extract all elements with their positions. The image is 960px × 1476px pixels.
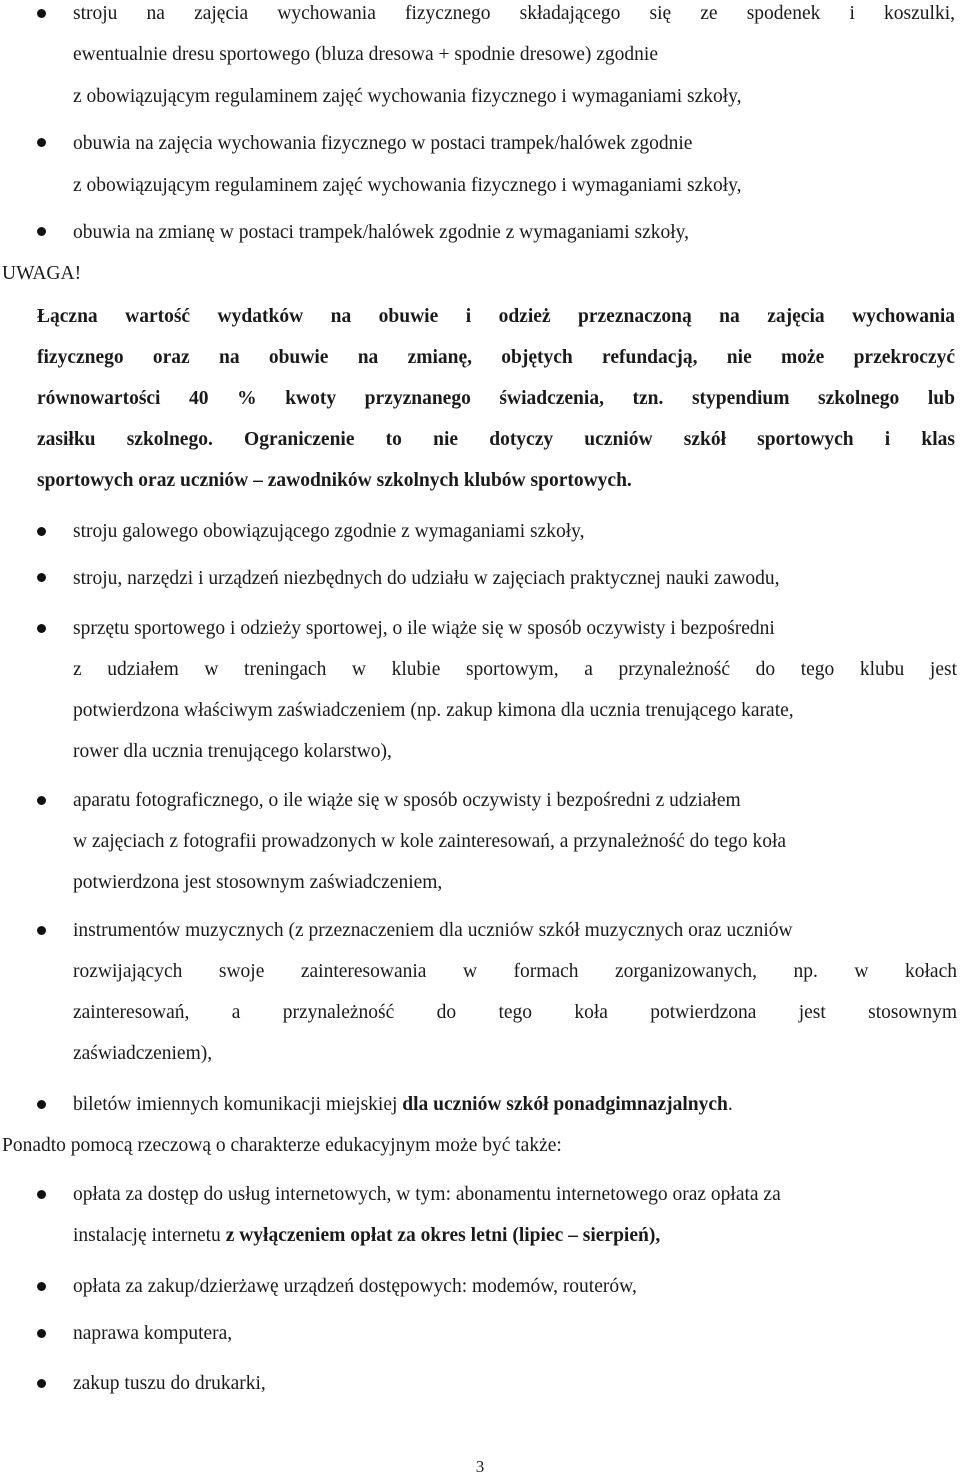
bullet-icon — [37, 1379, 46, 1388]
text-normal: biletów imiennych komunikacji miejskiej — [73, 1094, 403, 1115]
text-end: . — [727, 1094, 733, 1115]
text-line: z obowiązującym regulaminem zajęć wychowania fizycznego i wymaganiami szkoły, — [73, 175, 742, 196]
bullet-icon — [37, 796, 46, 805]
text-bold: dla uczniów szkół ponadgimnazjalnych — [402, 1094, 728, 1115]
text-line — [73, 1226, 660, 1246]
text-line: zaświadczeniem), — [73, 1043, 213, 1064]
text-line: stroju galowego obowiązującego zgodnie z wymaganiami szkoły, — [73, 521, 585, 542]
text-line: potwierdzona właściwym zaświadczeniem (np. zakup kimona dla ucznia trenującego karate, — [73, 700, 794, 721]
text-line: potwierdzona jest stosownym zaświadczeniem, — [73, 872, 443, 893]
warning-text-line: zasiłku szkolnego. Ograniczenie to nie dotyczy uczniów szkół sportowych i klas — [37, 429, 955, 450]
text-line: obuwia na zajęcia wychowania fizycznego w postaci trampek/halówek zgodnie — [73, 133, 693, 154]
warning-text-line: Łączna wartość wydatków na obuwie i odzież przeznaczoną na zajęcia wychowania — [37, 306, 955, 327]
warning-heading: UWAGA! — [2, 263, 82, 284]
text-bold: z wyłączeniem opłat za okres letni (lipiec – sierpień), — [225, 1225, 661, 1246]
bullet-icon — [37, 1329, 46, 1338]
text-line: stroju na zajęcia wychowania fizycznego składającego się ze spodenek i koszulki, — [73, 3, 955, 24]
text-line: z obowiązującym regulaminem zajęć wychowania fizycznego i wymaganiami szkoły, — [73, 86, 742, 107]
text-line: naprawa komputera, — [73, 1323, 233, 1344]
text-line: w zajęciach z fotografii prowadzonych w kole zainteresowań, a przynależność do tego koła — [73, 831, 787, 852]
bullet-icon — [37, 138, 46, 147]
bullet-icon — [37, 527, 46, 536]
text-line: instrumentów muzycznych (z przeznaczeniem dla uczniów szkół muzycznych oraz uczniów — [73, 920, 793, 941]
text-line: z udziałem w treningach w klubie sportowym, a przynależność do tego klubu jest — [73, 659, 957, 680]
text-line: opłata za zakup/dzierżawę urządzeń dostępowych: modemów, routerów, — [73, 1276, 637, 1297]
text-line: aparatu fotograficznego, o ile wiąże się w sposób oczywisty i bezpośredni z udziałem — [73, 790, 741, 811]
bullet-icon — [37, 573, 46, 582]
text-line: sprzętu sportowego i odzieży sportowej, o ile wiąże się w sposób oczywisty i bezpośredni — [73, 618, 775, 639]
bullet-icon — [37, 9, 46, 18]
text-line — [73, 1095, 733, 1115]
intro-text: Ponadto pomocą rzeczową o charakterze edukacyjnym może być także: — [2, 1135, 562, 1156]
text-line: opłata za dostęp do usług internetowych, w tym: abonamentu internetowego oraz opłata za — [73, 1184, 781, 1205]
page-number: 3 — [475, 1457, 485, 1476]
warning-text-line: sportowych oraz uczniów – zawodników szkolnych klubów sportowych. — [37, 470, 632, 491]
text-line: ewentualnie dresu sportowego (bluza dresowa + spodnie dresowe) zgodnie — [73, 44, 658, 65]
text-line: rower dla ucznia trenującego kolarstwo), — [73, 741, 392, 762]
text-line: zakup tuszu do drukarki, — [73, 1373, 266, 1394]
text-line: stroju, narzędzi i urządzeń niezbędnych do udziału w zajęciach praktycznej nauki zawodu, — [73, 568, 780, 589]
bullet-icon — [37, 1100, 46, 1109]
text-line: obuwia na zmianę w postaci trampek/halówek zgodnie z wymaganiami szkoły, — [73, 222, 690, 243]
bullet-icon — [37, 624, 46, 633]
text-line: rozwijających swoje zainteresowania w formach zorganizowanych, np. w kołach — [73, 961, 957, 982]
bullet-icon — [37, 926, 46, 935]
text-normal: instalację internetu — [73, 1225, 226, 1246]
bullet-icon — [37, 227, 46, 236]
bullet-icon — [37, 1190, 46, 1199]
warning-text-line: fizycznego oraz na obuwie na zmianę, objętych refundacją, nie może przekroczyć — [37, 347, 955, 368]
warning-text-line: równowartości 40 % kwoty przyznanego świadczenia, tzn. stypendium szkolnego lub — [37, 388, 955, 409]
bullet-icon — [37, 1282, 46, 1291]
text-line: zainteresowań, a przynależność do tego koła potwierdzona jest stosownym — [73, 1002, 957, 1023]
